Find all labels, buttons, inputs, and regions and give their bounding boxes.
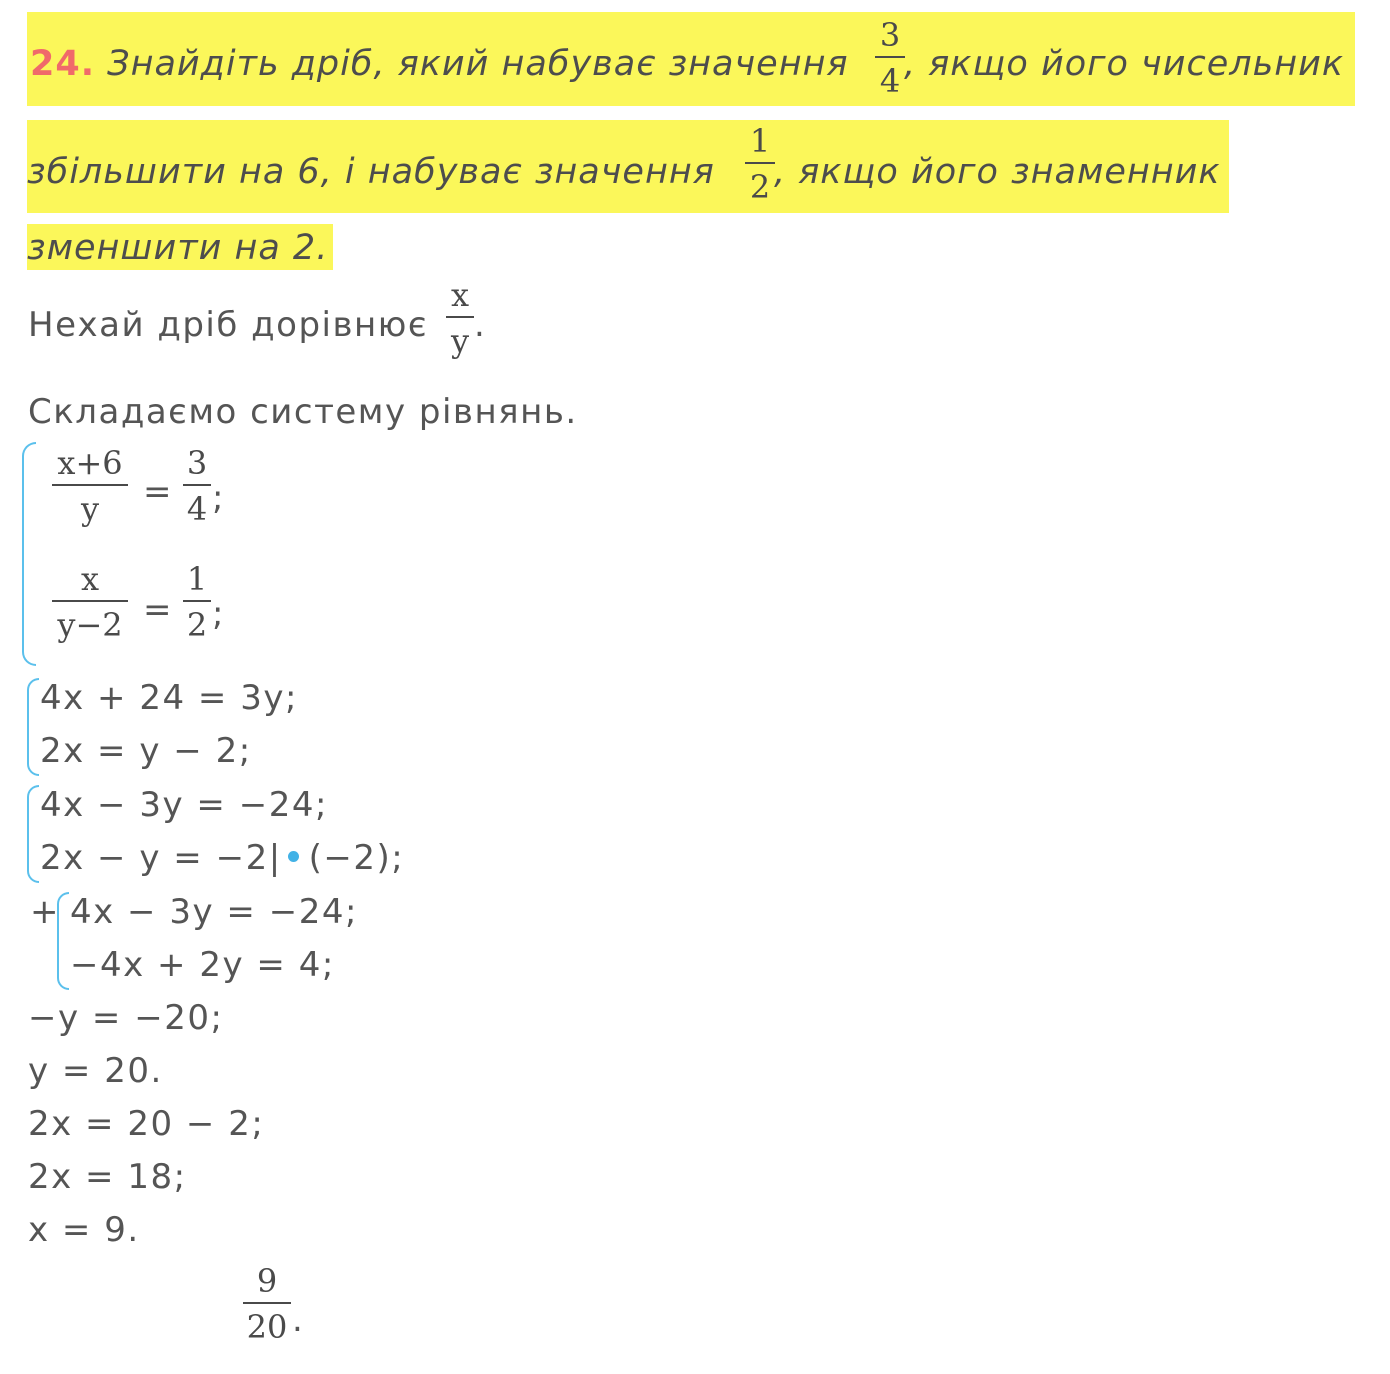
system1-brace [22,442,36,666]
sys1-eq1-rhs: 3 4 [183,446,211,526]
task-line1 [30,44,849,84]
let-frac: x y [446,278,474,358]
system3-brace [27,785,39,883]
sys1-eq1-lhs: x+6 y [52,446,128,526]
task-number: 24. [30,44,96,84]
sys1-eq1-equals: = [143,472,173,512]
solution-line-2: y = 20. [28,1051,163,1091]
task-line1-text: Знайдіть дріб, який набуває значення [107,44,849,84]
task-frac-3-4: 3 4 [875,18,905,98]
sys3-eq1: 4x − 3y = −24; [40,785,328,825]
sys1-eq2-tail: ; [212,594,225,634]
sys1-eq2-equals: = [143,590,173,630]
sys1-eq1-tail: ; [212,478,225,518]
sys3-eq2: 2x − y = −2| [40,838,282,878]
task-line1-tail: , якщо його чисельник [904,44,1345,84]
sys2-eq1: 4x + 24 = 3y; [40,678,298,718]
system4-brace [57,892,69,990]
system-text: Складаємо систему рівнянь. [28,392,578,432]
let-tail: . [474,305,487,345]
system2-brace [27,678,39,776]
task-line2-tail: , якщо його знаменник [774,152,1221,192]
multiply-dot [288,851,299,862]
task-line2-text: збільшити на 6, і набуває значення [27,152,715,192]
solution-line-4: 2x = 18; [28,1157,187,1197]
sys1-eq2-lhs: x y−2 [52,562,128,642]
solution-line-1: −y = −20; [28,998,224,1038]
add-plus: + [30,892,60,932]
sys3-multiplier: (−2); [308,838,405,878]
task-line3-text: зменшити на 2. [27,228,329,268]
task-frac-1-2: 1 2 [745,124,775,204]
sys1-eq2-rhs: 1 2 [183,562,211,642]
sys2-eq2: 2x = y − 2; [40,731,252,771]
sys4-eq2: −4x + 2y = 4; [70,945,335,985]
solution-line-3: 2x = 20 − 2; [28,1104,265,1144]
answer-tail: . [292,1300,305,1340]
solution-line-5: x = 9. [28,1210,140,1250]
let-text: Нехай дріб дорівнює [28,305,429,345]
sys4-eq1: 4x − 3y = −24; [70,892,358,932]
answer-frac: 9 20 [243,1264,291,1344]
sys3-eq2-line [40,838,404,878]
